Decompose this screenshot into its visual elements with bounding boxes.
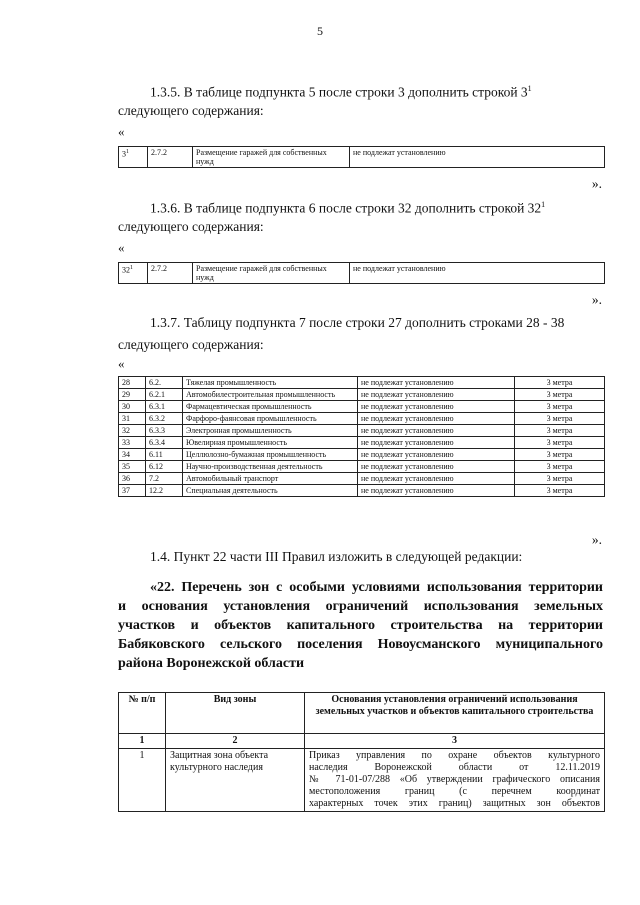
cell-code: 7.2 [146,473,183,485]
paragraph-1-3-6 [150,196,545,218]
cell-num: 37 [119,485,146,497]
cell-name: Электронная промышленность [183,425,358,437]
cell-num: 28 [119,377,146,389]
table-1-3-6 [118,262,605,284]
cell-name: Фармацевтическая промышленность [183,401,358,413]
cell-code: 2.7.2 [148,147,193,168]
cell-value: не подлежат установлению [350,147,605,168]
cell-num: $3^1$ [119,147,148,168]
cell-value: не подлежат установлению [358,389,515,401]
heading-line: «22. Перечень зон с особыми условиями использования территории [150,580,603,595]
table-row [119,377,605,389]
open-quote: « [118,124,125,139]
cell-value: не подлежат установлению [358,473,515,485]
cell-basis: Приказ управления по охране объектов культурного наследия Воронежской области от 12.11.2019 № 71-01-07/288 «Об утверждении графического описания местоположения границ (с перечнем координат характерных точек этих границ) защитных зон объектов [305,749,605,812]
table-header-row [119,693,605,734]
cell-value: не подлежат установлению [358,401,515,413]
table-1-3-7 [118,376,605,497]
cell-name: Размещение гаражей для собственных нужд [193,147,350,168]
table-row [119,485,605,497]
cell-value: не подлежат установлению [358,413,515,425]
cell-value: не подлежат установлению [358,485,515,497]
close-quote: ». [591,292,602,307]
open-quote: « [118,240,125,255]
paragraph-1-3-5 [150,80,532,102]
heading-line: Бабяковского сельского поселения Новоусманского муниципального [118,637,603,652]
cell-name: Целлюлозно-бумажная промышленность [183,449,358,461]
heading-line: района Воронежской области [118,656,305,671]
cell-num: 34 [119,449,146,461]
paragraph-continuation: следующего содержания: [118,337,264,352]
heading-line: и основания установления ограничений использования земельных [118,599,603,614]
paragraph-continuation: следующего содержания: [118,103,264,118]
paragraph-text: 1.3.5. В таблице подпункта 5 после строки 3 дополнить строкой 3 [150,84,528,100]
cell-code: 6.12 [146,461,183,473]
cell-name: Размещение гаражей для собственных нужд [193,263,350,284]
cell-distance: 3 метра [515,485,605,497]
cell-code: 12.2 [146,485,183,497]
cell-name: Научно-производственная деятельность [183,461,358,473]
cell-name: Фарфоро-фаянсовая промышленность [183,413,358,425]
table-numbering-row [119,734,605,749]
cell-num: 33 [119,437,146,449]
cell-code: 6.2.1 [146,389,183,401]
table-row [119,461,605,473]
zones-table [118,692,605,812]
cell-distance: 3 метра [515,413,605,425]
cell-distance: 3 метра [515,473,605,485]
cell-value: не подлежат установлению [358,437,515,449]
cell-num: 31 [119,413,146,425]
cell-code: 2.7.2 [148,263,193,284]
close-quote: ». [591,532,602,547]
cell-num: 30 [119,401,146,413]
cell-name: Ювелирная промышленность [183,437,358,449]
cell-code: 6.3.4 [146,437,183,449]
cell-code: 6.3.2 [146,413,183,425]
cell-name: Автомобилестроительная промышленность [183,389,358,401]
cell-value: не подлежат установлению [358,461,515,473]
cell-num: 36 [119,473,146,485]
cell-name: Специальная деятельность [183,485,358,497]
superscript: 1 [527,84,532,93]
cell-distance: 3 метра [515,437,605,449]
paragraph-text: 1.3.6. В таблице подпункта 6 после строки 32 дополнить строкой 32 [150,200,542,216]
cell-value: не подлежат установлению [358,377,515,389]
header-num: № п/п [119,693,166,734]
cell-distance: 3 метра [515,389,605,401]
col-number: 1 [119,734,166,749]
table-row [119,437,605,449]
table-row [119,425,605,437]
cell-num: 29 [119,389,146,401]
open-quote: « [118,356,125,371]
cell-distance: 3 метра [515,461,605,473]
cell-code: 6.2. [146,377,183,389]
cell-code: 6.3.3 [146,425,183,437]
cell-name: Тяжелая промышленность [183,377,358,389]
table-row [119,749,605,812]
cell-distance: 3 метра [515,449,605,461]
table-row [119,401,605,413]
table-row [119,473,605,485]
section-heading [118,578,603,673]
cell-zone: Защитная зона объекта культурного наследия [166,749,305,812]
cell-num: $32^1$ [119,263,148,284]
close-quote: ». [591,176,602,191]
cell-distance: 3 метра [515,401,605,413]
table-row [119,263,605,284]
cell-code: 6.3.1 [146,401,183,413]
table-row [119,449,605,461]
paragraph-1-4: 1.4. Пункт 22 части III Правил изложить в следующей редакции: [150,549,523,564]
cell-num: 32 [119,425,146,437]
cell-value: не подлежат установлению [350,263,605,284]
table-row [119,413,605,425]
col-number: 2 [166,734,305,749]
cell-num: 35 [119,461,146,473]
cell-value: не подлежат установлению [358,425,515,437]
cell-code: 6.11 [146,449,183,461]
superscript: 1 [541,200,546,209]
heading-line: участков и объектов капитального строительства на территории [118,618,603,633]
page-number: 5 [317,24,323,38]
paragraph-continuation: следующего содержания: [118,219,264,234]
col-number: 3 [305,734,605,749]
paragraph-1-3-7: 1.3.7. Таблицу подпункта 7 после строки 27 дополнить строками 28 - 38 [150,315,565,330]
cell-value: не подлежат установлению [358,449,515,461]
table-1-3-5 [118,146,605,168]
cell-distance: 3 метра [515,425,605,437]
cell-name: Автомобильный транспорт [183,473,358,485]
header-basis: Основания установления ограничений использования земельных участков и объектов капитального строительства [305,693,605,734]
header-zone: Вид зоны [166,693,305,734]
cell-num: 1 [119,749,166,812]
table-row [119,389,605,401]
cell-distance: 3 метра [515,377,605,389]
table-row [119,147,605,168]
